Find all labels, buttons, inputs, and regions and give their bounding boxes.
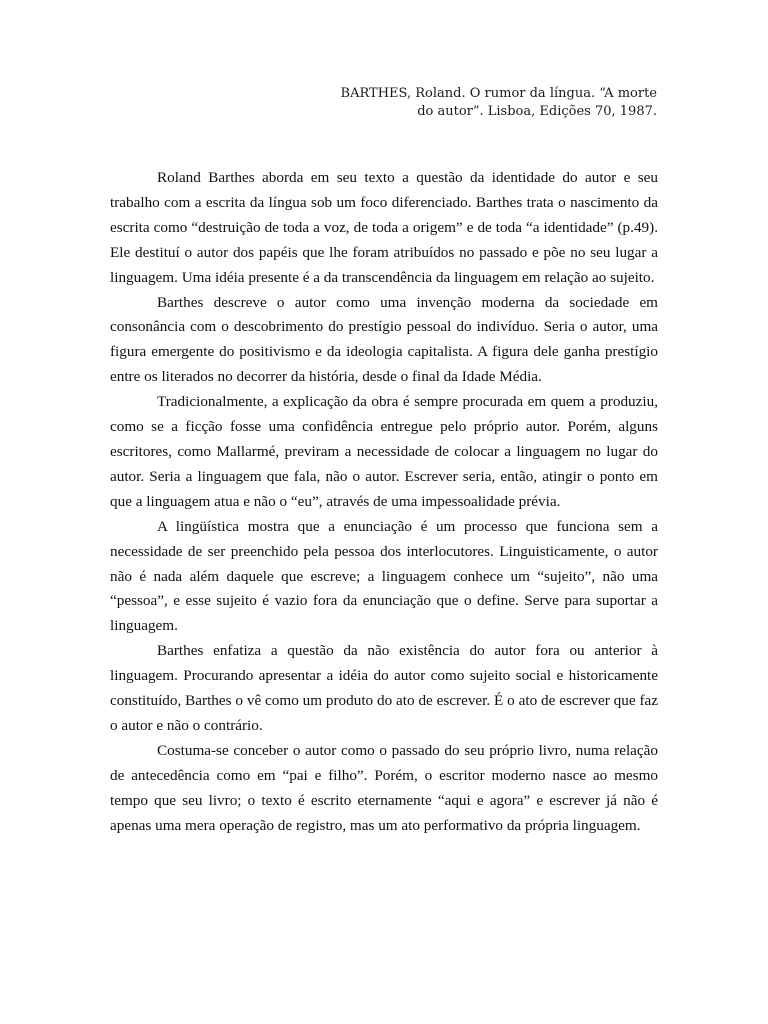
reference-line-2: do autor”. Lisboa, Edições 70, 1987. — [417, 104, 657, 119]
body-text — [110, 166, 658, 838]
paragraph: A lingüística mostra que a enunciação é um processo que funciona sem a necessidade de ser preenchido pela pessoa dos interlocutores. Linguisticamente, o autor não é nada além daquele que escreve; a linguagem conhece um “sujeito”, não uma “pessoa”, e esse sujeito é vazio fora da enunciação que o define. Serve para suportar a linguagem. — [110, 517, 658, 635]
paragraph: Roland Barthes aborda em seu texto a questão da identidade do autor e seu trabalho com a escrita da língua sob um foco diferenciado. Barthes trata o nascimento da escrita como “destruição de toda a voz, de toda a origem” e de toda “a identidade” (p.49). Ele destituí o autor dos papéis que lhe foram atribuídos no passado e põe no seu lugar a linguagem. Uma idéia presente é a da transcendência da linguagem em relação ao sujeito. — [110, 169, 658, 286]
paragraph: Barthes enfatiza a questão da não existência do autor fora ou anterior à linguagem. Procurando apresentar a idéia do autor como sujeito social e historicamente constituído, Barthes o vê como um produto do ato de escrever. É o ato de escrever que faz o autor e não o contrário. — [110, 642, 658, 734]
paragraph: Barthes descreve o autor como uma invenção moderna da sociedade em consonância com o descobrimento do prestígio pessoal do indivíduo. Seria o autor, uma figura emergente do positivismo e da ideologia capitalista. A figura dele ganha prestígio entre os literados no decorrer da história, desde o final da Idade Média. — [110, 293, 658, 386]
bibliographic-reference — [237, 85, 657, 121]
paragraph: Costuma-se conceber o autor como o passado do seu próprio livro, numa relação de antecedência como em “pai e filho”. Porém, o escritor moderno nasce ao mesmo tempo que seu livro; o texto é escrito eternamente “aqui e agora” e escrever já não é apenas uma mera operação de registro, mas um ato performativo da própria linguagem. — [110, 741, 658, 834]
reference-line-1: BARTHES, Roland. O rumor da língua. “A morte — [340, 86, 657, 101]
paragraph: Tradicionalmente, a explicação da obra é sempre procurada em quem a produziu, como se a ficção fosse uma confidência entregue pelo próprio autor. Porém, alguns escritores, como Mallarmé, previram a necessidade de colocar a linguagem no lugar do autor. Seria a linguagem que fala, não o autor. Escrever seria, então, atingir o ponto em que a linguagem atua e não o “eu”, através de uma impessoalidade prévia. — [110, 393, 658, 510]
